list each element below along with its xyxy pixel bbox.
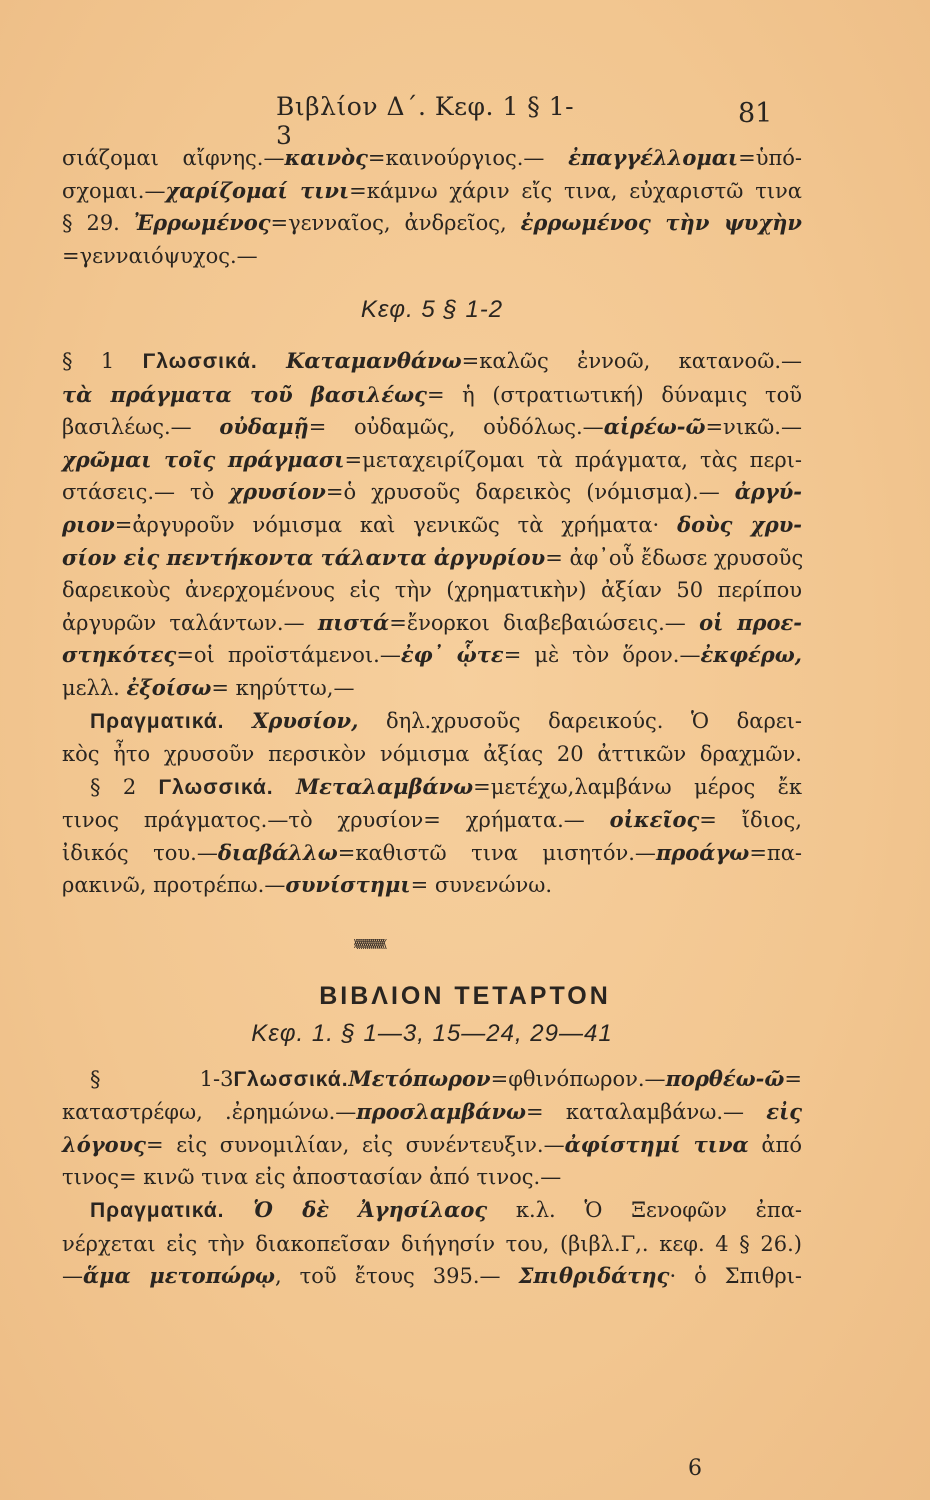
chapter-heading: Κεφ. 5 § 1-2: [360, 296, 504, 324]
text-line: ρακινῶ, προτρέπω.—συνίστημι= συνενώνω.: [62, 872, 553, 898]
text-line: στηκότες=οἱ προϊστάμενοι.—ἐφ᾽ ᾧτε= μὲ τὸν ὅρον.—ἐκφέρω,: [62, 642, 802, 668]
text-line: τινος πράγματος.—τὸ χρυσίον= χρήματα.— οἰκεῖος= ἴδιος,: [62, 807, 802, 833]
page-number: 81: [738, 98, 773, 129]
text-line: στάσεις.— τὸ χρυσίον=ὁ χρυσοῦς δαρεικὸς (νόμισμα).— ἀργύ-: [62, 479, 802, 505]
text-line: σίον εἰς πεντήκοντα τάλαντα ἀργυρίου= ἀφ᾽οὗ ἔδωσε χρυσοῦς: [62, 544, 804, 570]
page-body: [62, 142, 802, 902]
text-line: Πραγματικά. Χρυσίον, δηλ.χρυσοῦς δαρεικούς. Ὁ δαρει-: [90, 707, 802, 733]
text-line: § 1 Γλωσσικά. Καταμανθάνω=καλῶς ἐννοῶ, κατανοῶ.—: [62, 347, 802, 373]
text-line: § 29. Ἐρρωμένος=γενναῖος, ἀνδρεῖος, ἐρρωμένος τὴν ψυχὴν: [62, 210, 802, 236]
text-line: σιάζομαι αἴφνης.—καινὸς=καινούργιος.— ἐπαγγέλλομαι=ὑπό-: [62, 145, 803, 170]
book-title: ΒΙΒΛΙΟΝ ΤΕΤΑΡΤΟΝ: [319, 982, 611, 1010]
text-line: βασιλέως.— οὐδαμῇ= οὐδαμῶς, οὐδόλως.—αἱρέω-ῶ=νικῶ.—: [62, 414, 802, 440]
text-line: τὰ πράγματα τοῦ βασιλέως= ἡ (στρατιωτική) δύναμις τοῦ: [62, 381, 802, 407]
signature-mark: 6: [688, 1456, 702, 1481]
text-line: κὸς ἦτο χρυσοῦν περσικὸν νόμισμα ἀξίας 20 ἀττικῶν δραχμῶν.: [62, 742, 802, 767]
text-line: —ἅμα μετοπώρῳ, τοῦ ἔτους 395.— Σπιθριδάτης· ὁ Σπιθρι-: [62, 1263, 803, 1289]
text-line: τινος= κινῶ τινα εἰς ἀποστασίαν ἀπό τινος.—: [62, 1165, 562, 1190]
text-line: ἰδικός του.—διαβάλλω=καθιστῶ τινα μισητόν.—προάγω=πα-: [62, 839, 802, 865]
text-line: § 2 Γλωσσικά. Μεταλαμβάνω=μετέχω,λαμβάνω μέρος ἔκ: [90, 773, 802, 799]
text-line: Πραγματικά. Ὁ δὲ Ἀγησίλαος κ.λ. Ὁ Ξενοφῶν ἐπα-: [90, 1196, 802, 1222]
text-line: λόγους= εἰς συνομιλίαν, εἰς συνέντευξιν.—ἀφίστημί τινα ἀπό: [62, 1131, 802, 1157]
text-line: ἀργυρῶν ταλάντων.— πιστά=ἔνορκοι διαβεβαιώσεις.— οἱ προε-: [62, 609, 802, 635]
running-head: Βιβλίον Δ΄. Κεφ. 1 § 1-3: [276, 92, 575, 150]
text-line: νέρχεται εἰς τὴν διακοπεῖσαν διήγησίν του, (βιβλ.Γ,. κεφ. 4 § 26.): [62, 1231, 802, 1256]
text-line: =γενναιόψυχος.—: [62, 243, 258, 268]
book-body: [62, 1018, 802, 1293]
ornament-divider: ⁄\⁄\⁄\⁄\⁄\⁄\⁄\⁄\⁄\⁄\⁄\⁄\⁄\⁄\⁄\: [354, 937, 385, 951]
text-line: δαρεικοὺς ἀνερχομένους εἰς τὴν (χρηματικὴν) ἀξίαν 50 περίπου: [62, 578, 802, 603]
text-line: καταστρέφω, .ἐρημώνω.—προσλαμβάνω= καταλαμβάνω.— εἰς: [62, 1099, 803, 1125]
text-line: § 1-3Γλωσσικά.Μετόπωρον=φθινόπωρον.—πορθέω-ῶ=: [90, 1065, 802, 1091]
text-line: σχομαι.—χαρίζομαί τινι=κάμνω χάριν εἴς τινα, εὐχαριστῶ τινα: [62, 177, 802, 203]
chapter-heading: Κεφ. 1. § 1—3, 15—24, 29—41: [251, 1020, 613, 1047]
text-line: ριον=ἀργυροῦν νόμισμα καὶ γενικῶς τὰ χρήματα· δοὺς χρυ-: [62, 511, 802, 537]
text-line: χρῶμαι τοῖς πράγμασι=μεταχειρίζομαι τὰ πράγματα, τὰς περι-: [62, 446, 802, 472]
text-line: μελλ. ἐξοίσω= κηρύττω,—: [62, 674, 355, 700]
